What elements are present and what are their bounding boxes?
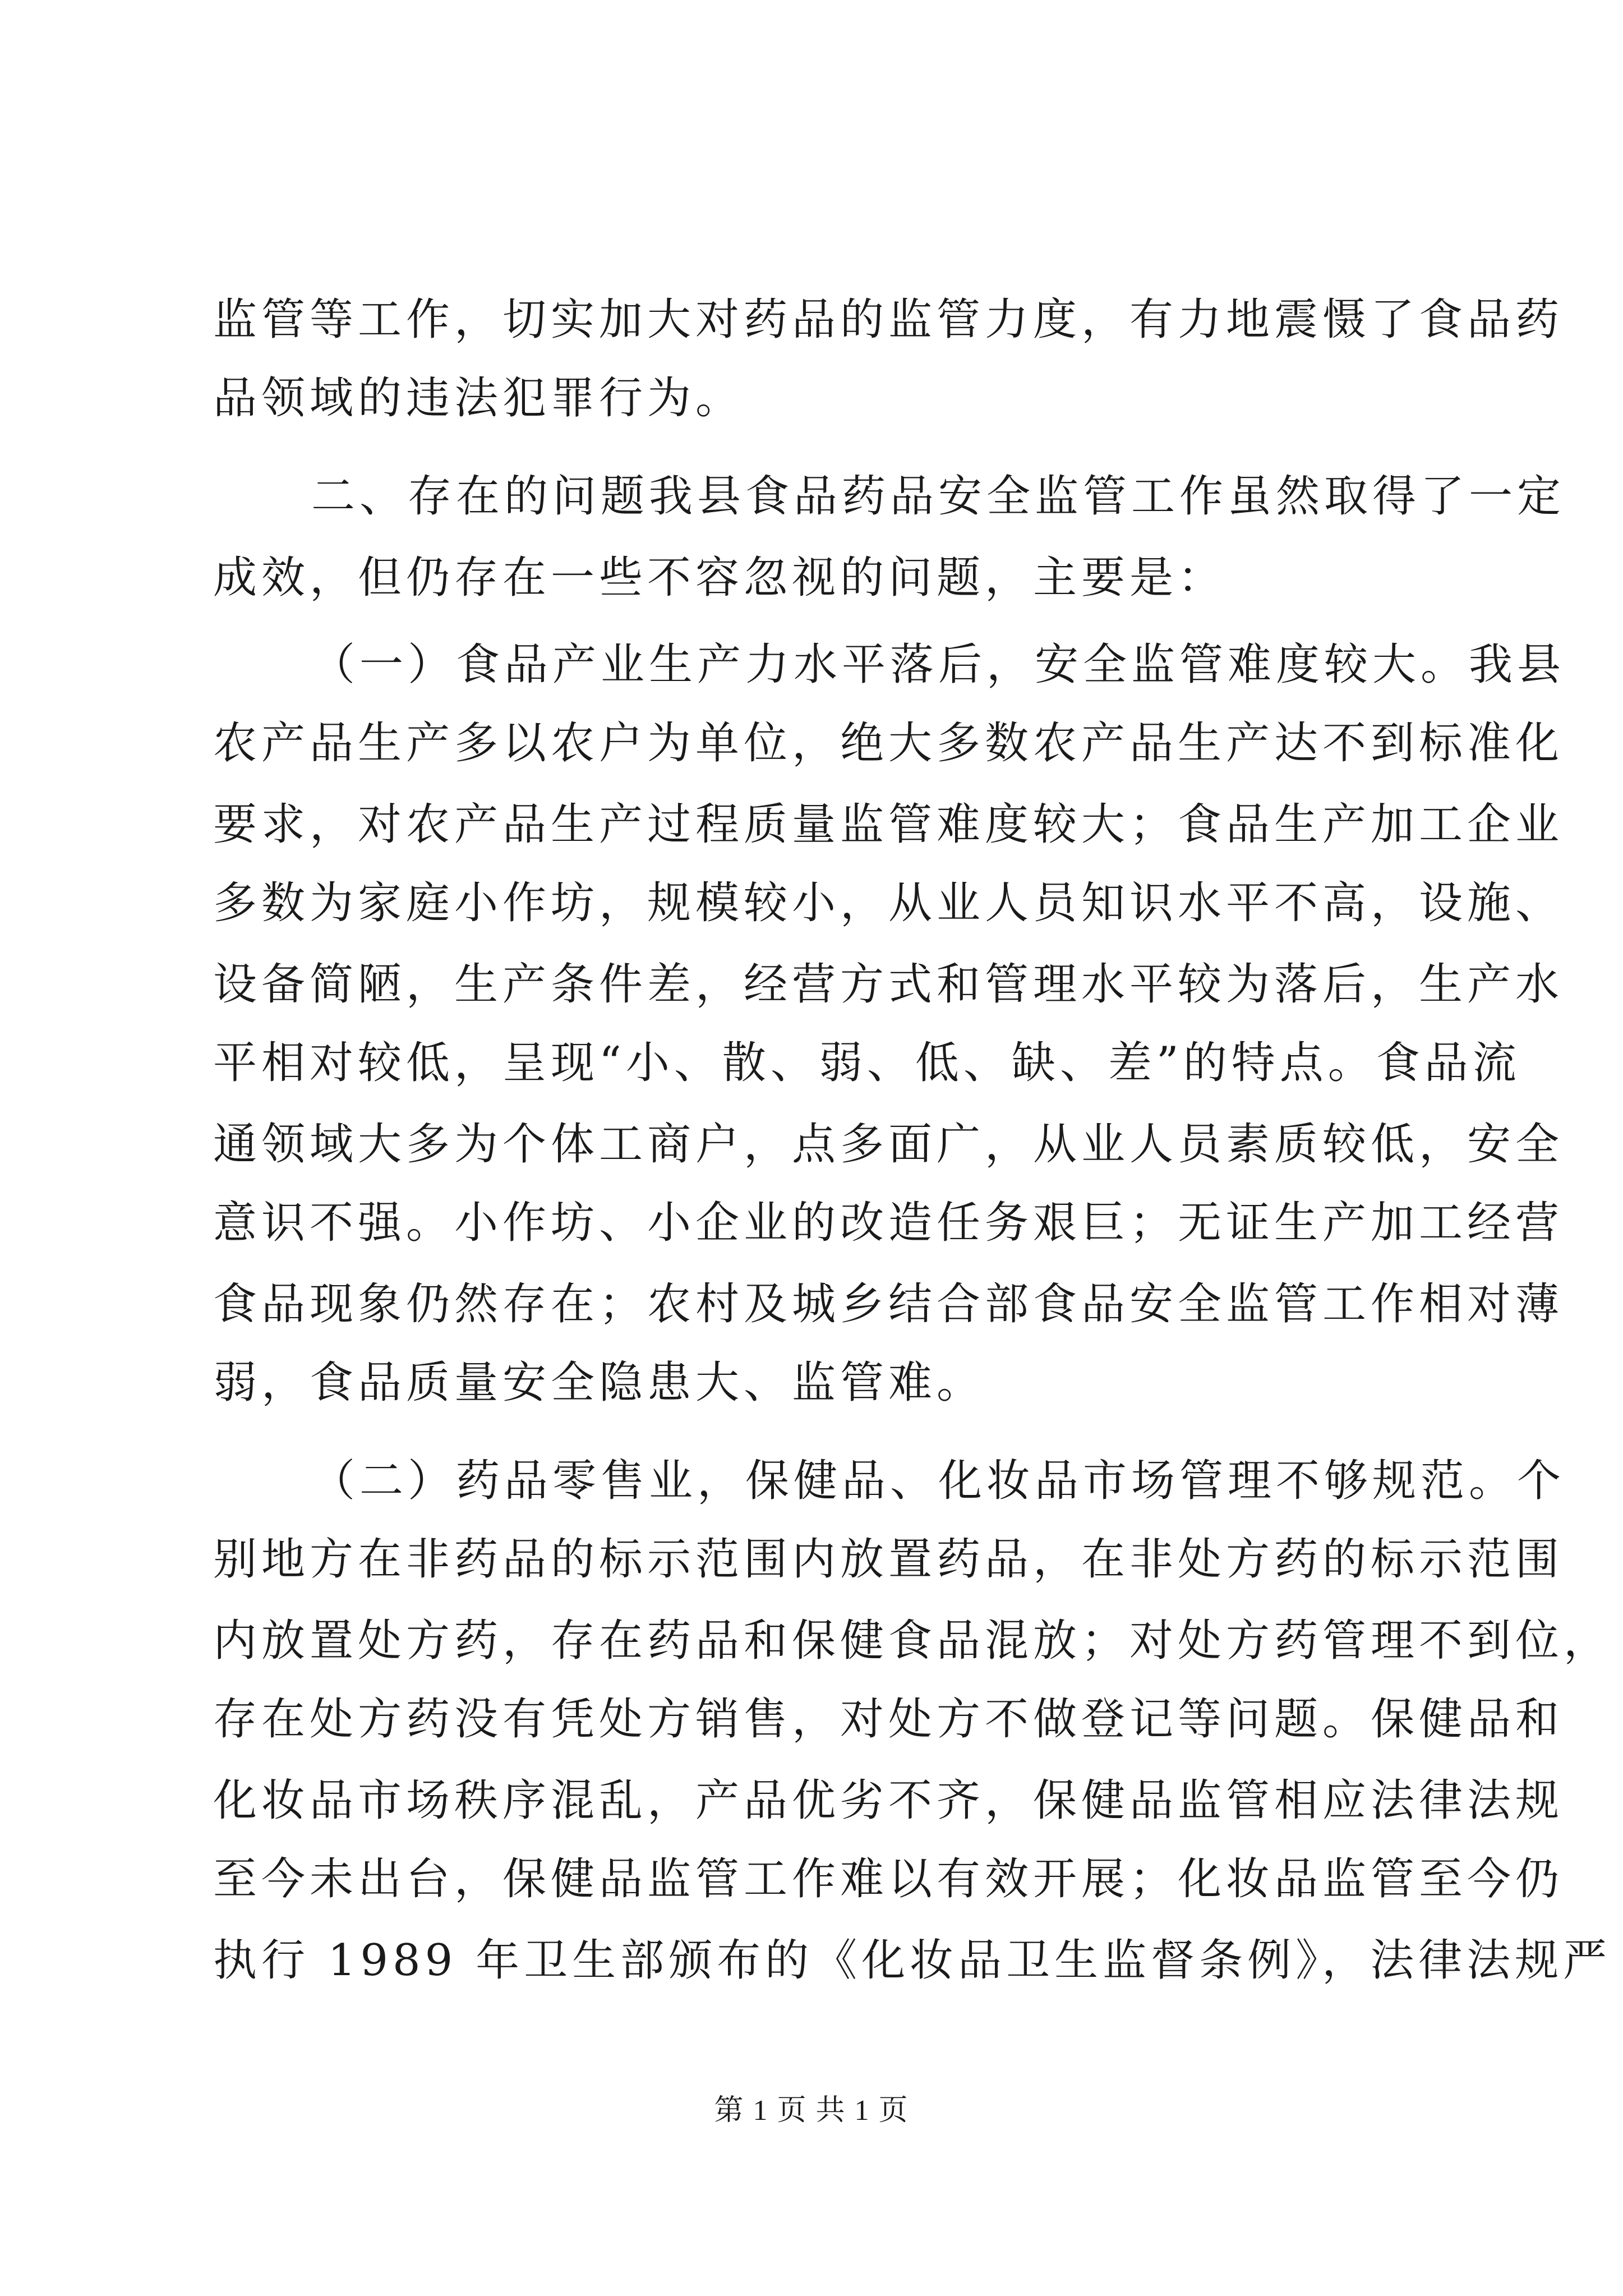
text-line: 食品现象仍然存在；农村及城乡结合部食品安全监管工作相对薄 bbox=[213, 1279, 1564, 1329]
text-line: 弱，食品质量安全隐患大、监管难。 bbox=[213, 1358, 985, 1408]
text-line: 多数为家庭小作坊，规模较小，从业人员知识水平不高，设施、 bbox=[213, 878, 1564, 928]
text-line: 监管等工作，切实加大对药品的监管力度，有力地震慑了食品药 bbox=[213, 295, 1564, 345]
page-number-footer: 第 1 页 共 1 页 bbox=[714, 2095, 909, 2127]
text-line: 通领域大多为个体工商户，点多面广，从业人员素质较低，安全 bbox=[213, 1119, 1564, 1170]
text-line: 设备简陋，生产条件差，经营方式和管理水平较为落后，生产水 bbox=[213, 959, 1564, 1010]
text-line: 意识不强。小作坊、小企业的改造任务艰巨；无证生产加工经营 bbox=[213, 1198, 1564, 1248]
text-line: 二、存在的问题我县食品药品安全监管工作虽然取得了一定 bbox=[311, 471, 1566, 522]
text-line: 品领域的违法犯罪行为。 bbox=[213, 373, 744, 424]
text-line: 成效，但仍存在一些不容忽视的问题，主要是： bbox=[213, 553, 1227, 603]
text-line: 执行 1989 年卫生部颁布的《化妆品卫生监督条例》，法律法规严 bbox=[213, 1935, 1612, 1986]
text-line: 内放置处方药，存在药品和保健食品混放；对处方药管理不到位， bbox=[213, 1616, 1612, 1666]
text-line: 化妆品市场秩序混乱，产品优劣不齐，保健品监管相应法律法规 bbox=[213, 1775, 1564, 1826]
text-line: 平相对较低，呈现“小、散、弱、低、缺、差”的特点。食品流 bbox=[213, 1038, 1521, 1088]
text-line: 要求，对农产品生产过程质量监管难度较大；食品生产加工企业 bbox=[213, 799, 1564, 850]
text-line: （二）药品零售业，保健品、化妆品市场管理不够规范。个 bbox=[311, 1456, 1566, 1506]
text-line: 农产品生产多以农户为单位，绝大多数农产品生产达不到标准化 bbox=[213, 718, 1564, 769]
text-line: 至今未出台，保健品监管工作难以有效开展；化妆品监管至今仍 bbox=[213, 1854, 1564, 1904]
text-line: 别地方在非药品的标示范围内放置药品，在非处方药的标示范围 bbox=[213, 1534, 1564, 1585]
text-line: 存在处方药没有凭处方销售，对处方不做登记等问题。保健品和 bbox=[213, 1694, 1564, 1745]
text-line: （一）食品产业生产力水平落后，安全监管难度较大。我县 bbox=[311, 639, 1566, 690]
